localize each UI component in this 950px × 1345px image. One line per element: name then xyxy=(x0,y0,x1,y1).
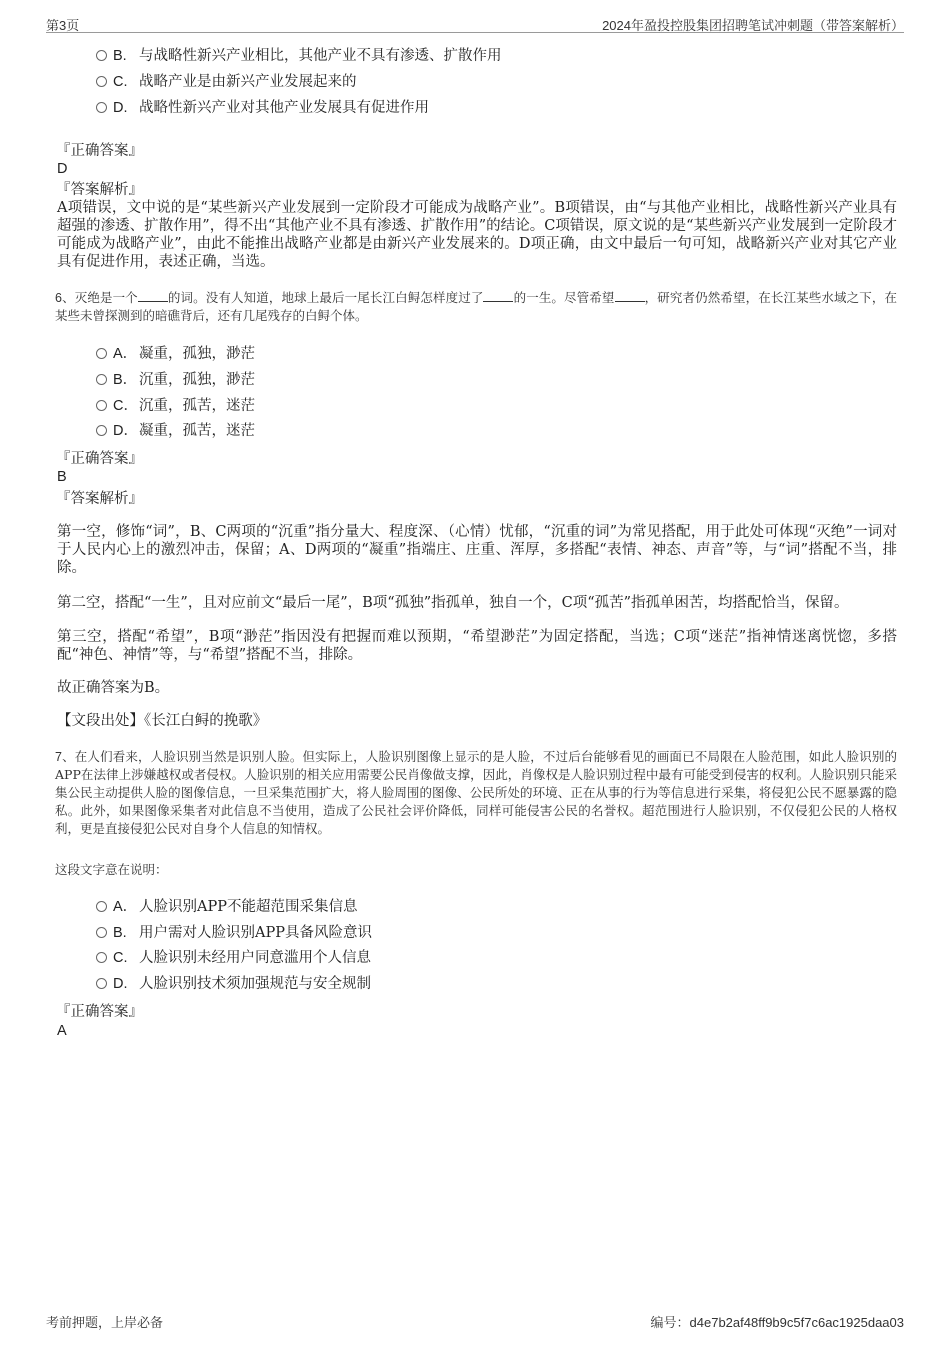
page-header xyxy=(46,14,904,33)
radio-icon[interactable] xyxy=(96,952,107,963)
radio-icon[interactable] xyxy=(96,374,107,385)
radio-icon[interactable] xyxy=(96,927,107,938)
page-footer xyxy=(46,1312,904,1330)
q6-analysis-heading: 『答案解析』 xyxy=(56,491,143,507)
q6-source: 【文段出处】《长江白鲟的挽歌》 xyxy=(57,713,268,729)
q7-option-d[interactable]: D. 人脸识别技术须加强规范与安全规制 xyxy=(96,974,371,994)
q6-analysis-paragraph: 第三空，搭配“希望”，B项“渺茫”指因没有把握而难以预期，“希望渺茫”为固定搭配，当选；C项“迷茫”指神情迷离恍惚，多搭配“神色、神情”等，与“希望”搭配不当，排除。 xyxy=(57,629,897,663)
q7-prompt: 这段文字意在说明： xyxy=(55,862,168,877)
q6-stem: 6、灭绝是一个 的词。没有人知道，地球上最后一尾长江白鲟怎样度过了 的一生。尽管希望 ，研究者仍然希望，在长江某些水域之下，在某些未曾探测到的暗礁背后，还有几尾残存的白鲟个体。 xyxy=(55,290,897,323)
radio-icon[interactable] xyxy=(96,102,107,113)
radio-icon[interactable] xyxy=(96,348,107,359)
radio-icon[interactable] xyxy=(96,978,107,989)
document-title: 2024年盈投控股集团招聘笔试冲刺题（带答案解析） xyxy=(602,18,904,33)
q7-stem: 7、在人们看来，人脸识别当然是识别人脸。但实际上，人脸识别图像上显示的是人脸，不过后台能够看见的画面已不局限在人脸范围，如此人脸识别的APP在法律上涉嫌越权或者侵权。人脸识别的相关应用需要公民肖像做支撑，因此，肖像权是人脸识别过程中最有可能受到侵害的权利。人脸识别只能采集公民主动提供人脸的图像信息，一旦采集范围扩大，将人脸周围的图像、公民所处的环境、正在从事的行为等信息进行采集，将侵犯公民不愿暴露的隐私。此外，如果图像采集者对此信息不当使用，造成了公民社会评价降低，同样可能侵害公民的名誉权。超范围进行人脸识别，不仅侵犯公民的人格权利，更是直接侵犯公民对自身个人信息的知情权。 xyxy=(55,749,897,836)
q6-answer-heading: 『正确答案』 xyxy=(56,451,143,467)
q7-option-b[interactable]: B. 用户需对人脸识别APP具备风险意识 xyxy=(96,923,372,943)
radio-icon[interactable] xyxy=(96,76,107,87)
q5-analysis: A项错误，文中说的是“某些新兴产业发展到一定阶段才可能成为战略产业”。B项错误，由“与其他产业相比，战略性新兴产业具有超强的渗透、扩散作用”，得不出“其他产业不具有渗透、扩散作用”的结论。C项错误，原文说的是“某些新兴产业发展到一定阶段才可能成为战略产业”，由此不能推出战略产业都是由新兴产业发展来的。D项正确，由文中最后一句可知，战略新兴产业对其它产业具有促进作用，表述正确，当选。 xyxy=(57,200,897,270)
q6-analysis-paragraph: 第二空，搭配“一生”，且对应前文“最后一尾”，B项“孤独”指孤单，独自一个，C项“孤苦”指孤单困苦，均搭配恰当，保留。 xyxy=(57,595,849,611)
q6-analysis-paragraph: 故正确答案为B。 xyxy=(57,680,170,696)
fill-blank xyxy=(483,290,513,302)
radio-icon[interactable] xyxy=(96,425,107,436)
q6-answer: B xyxy=(57,469,67,485)
footer-slogan: 考前押题，上岸必备 xyxy=(46,1315,164,1330)
q5-answer-heading: 『正确答案』 xyxy=(56,143,143,159)
q6-option-b[interactable]: B． 沉重，孤独，渺茫 xyxy=(96,370,255,390)
fill-blank xyxy=(615,290,645,302)
q6-analysis-paragraph: 第一空，修饰“词”，B、C两项的“沉重”指分量大、程度深、（心情）忧郁，“沉重的词”为常见搭配，用于此处可体现“灭绝”一词对于人民内心上的激烈冲击，保留；A、D两项的“凝重”指端庄、庄重、浑厚，多搭配“表情、神态、声音”等，与“词”搭配不当，排除。 xyxy=(57,524,897,576)
radio-icon[interactable] xyxy=(96,50,107,61)
radio-icon[interactable] xyxy=(96,901,107,912)
page-number: 第3页 xyxy=(46,18,80,33)
q7-option-c[interactable]: C. 人脸识别未经用户同意滥用个人信息 xyxy=(96,948,371,968)
q7-answer: A xyxy=(57,1023,67,1039)
q5-analysis-heading: 『答案解析』 xyxy=(56,182,143,198)
q5-option-b[interactable]: B. 与战略性新兴产业相比，其他产业不具有渗透、扩散作用 xyxy=(96,46,502,66)
q6-option-c[interactable]: C．沉重，孤苦，迷茫 xyxy=(96,396,255,416)
q5-answer: D xyxy=(57,161,68,177)
q7-option-a[interactable]: A． 人脸识别APP不能超范围采集信息 xyxy=(96,897,357,917)
fill-blank xyxy=(138,290,168,302)
document-serial: 编号：d4e7b2af48ff9b9c5f7c6ac1925daa03 xyxy=(650,1315,904,1330)
radio-icon[interactable] xyxy=(96,400,107,411)
q5-option-d[interactable]: D. 战略性新兴产业对其他产业发展具有促进作用 xyxy=(96,98,429,118)
q6-option-d[interactable]: D．凝重，孤苦，迷茫 xyxy=(96,421,255,441)
q5-option-c[interactable]: C. 战略产业是由新兴产业发展起来的 xyxy=(96,72,357,92)
q7-answer-heading: 『正确答案』 xyxy=(56,1004,143,1020)
q6-option-a[interactable]: A． 凝重，孤独，渺茫 xyxy=(96,344,255,364)
